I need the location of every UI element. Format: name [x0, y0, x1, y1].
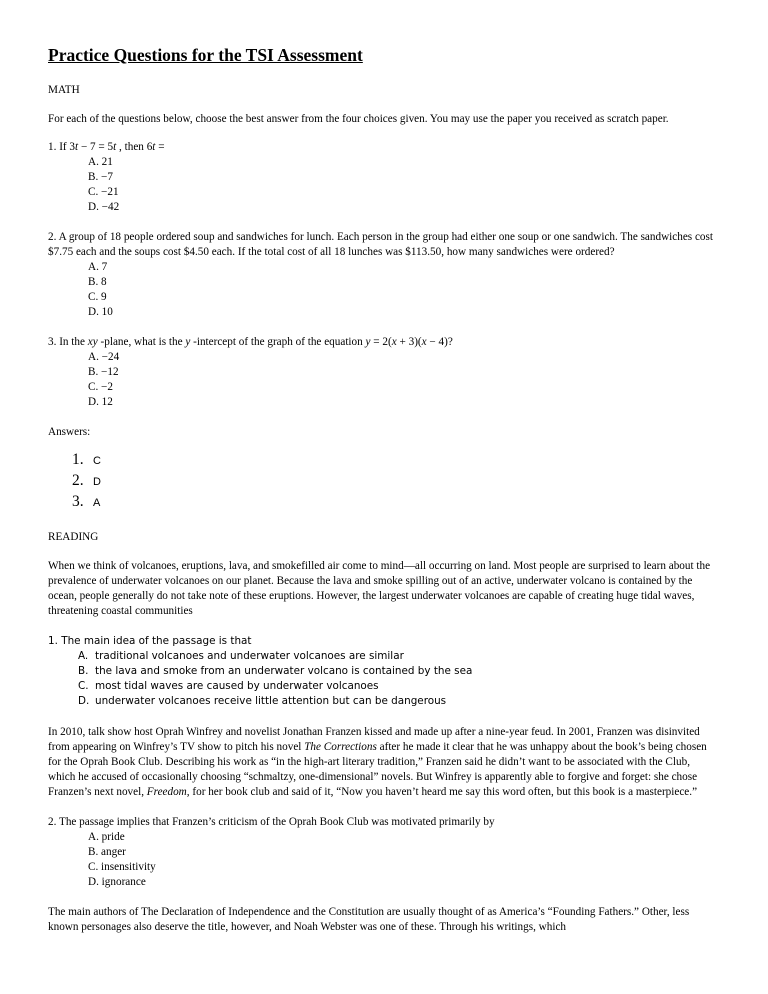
- option-a: A. 7: [88, 261, 108, 273]
- option-a: A. 21: [88, 156, 113, 168]
- answer-item: [48, 492, 720, 513]
- answer-item: [48, 450, 720, 471]
- math-question-1: 1. If 3t − 7 = 5t , then 6t =: [48, 141, 165, 153]
- math-heading: MATH: [48, 84, 80, 96]
- answer-number: 2.: [72, 472, 84, 489]
- reading-question-1: 1. The main idea of the passage is that: [48, 635, 252, 647]
- math-instructions: For each of the questions below, choose the best answer from the four choices given. You may use the paper you received as scratch paper.: [48, 113, 669, 125]
- option-c: C. most tidal waves are caused by underwater volcanoes: [78, 680, 379, 692]
- math-question-3-options: [48, 350, 720, 410]
- answer-letter: A: [93, 497, 101, 509]
- answers-label: Answers:: [48, 426, 91, 438]
- answer-letter: D: [93, 476, 101, 488]
- option-a: A. pride: [88, 831, 125, 843]
- option-c: C. −2: [88, 381, 113, 393]
- option-a: A. −24: [88, 351, 120, 363]
- answer-item: [48, 471, 720, 492]
- reading-heading: READING: [48, 531, 99, 543]
- option-b: B. −7: [88, 171, 113, 183]
- reading-passage-1: When we think of volcanoes, eruptions, lava, and smokefilled air come to mind—all occurring on land. Most people are surprised to learn about the prevalence of underwater volcanoes on our planet. Because the lava and smoke spilling out of an active, underwater volcano is contained by the ocean, people generally do not take note of these eruptions. However, the largest underwater volcanoes are capable of creating huge tidal waves, threatening coastal communities: [48, 560, 711, 617]
- option-b: B. 8: [88, 276, 107, 288]
- answer-number: 3.: [72, 493, 84, 510]
- option-d: D. 10: [88, 306, 113, 318]
- math-question-3: 3. In the xy -plane, what is the y -intercept of the graph of the equation y = 2(x + 3)(x − 4)?: [48, 336, 453, 348]
- page-title: Practice Questions for the TSI Assessment: [48, 45, 363, 65]
- option-b: B. −12: [88, 366, 119, 378]
- answer-number: 1.: [72, 451, 84, 468]
- reading-passage-2: In 2010, talk show host Oprah Winfrey and novelist Jonathan Franzen kissed and made up after a nine-year feud. In 2001, Franzen was disinvited from appearing on Winfrey’s TV show to pitch his novel The Corrections after he made it clear that he was unhappy about the book’s being chosen for the Oprah Book Club. Describing his work as “in the high-art literary tradition,” Franzen said he didn’t want to be associated with the Club, which he accused of occasionally choosing “schmaltzy, one-dimensional” novels. But Winfrey is apparently able to forgive and forget: she chose Franzen’s next novel, Freedom, for her book club and said of it, “Now you haven’t heard me say this word often, but this book is a masterpiece.”: [48, 726, 707, 798]
- option-d: D. underwater volcanoes receive little attention but can be dangerous: [78, 695, 447, 707]
- option-d: D. 12: [88, 396, 113, 408]
- reading-question-2: 2. The passage implies that Franzen’s criticism of the Oprah Book Club was motivated primarily by: [48, 816, 495, 828]
- option-c: C. insensitivity: [88, 861, 156, 873]
- option-d: D. −42: [88, 201, 120, 213]
- option-b: B. anger: [88, 846, 126, 858]
- option-a: A. traditional volcanoes and underwater volcanoes are similar: [78, 650, 404, 662]
- math-question-2: 2. A group of 18 people ordered soup and sandwiches for lunch. Each person in the group had either one soup or one sandwich. The sandwiches cost $7.75 each and the soups cost $4.50 each. If the total cost of all 18 lunches was $113.50, how many sandwiches were ordered?: [48, 231, 713, 258]
- reading-question-2-options: [48, 830, 720, 890]
- answer-key-list: [48, 450, 720, 513]
- option-c: C. −21: [88, 186, 119, 198]
- math-question-2-options: [48, 260, 720, 320]
- option-b: B. the lava and smoke from an underwater volcano is contained by the sea: [78, 665, 473, 677]
- reading-question-1-options: [48, 649, 720, 709]
- math-question-1-options: [48, 155, 720, 215]
- option-d: D. ignorance: [88, 876, 146, 888]
- answer-letter: C: [93, 455, 101, 467]
- reading-passage-3: The main authors of The Declaration of Independence and the Constitution are usually thought of as America’s “Founding Fathers.” Other, less known personages also deserve the title, however, and Noah Webster was one of these. Through his writings, which: [48, 906, 690, 933]
- option-c: C. 9: [88, 291, 107, 303]
